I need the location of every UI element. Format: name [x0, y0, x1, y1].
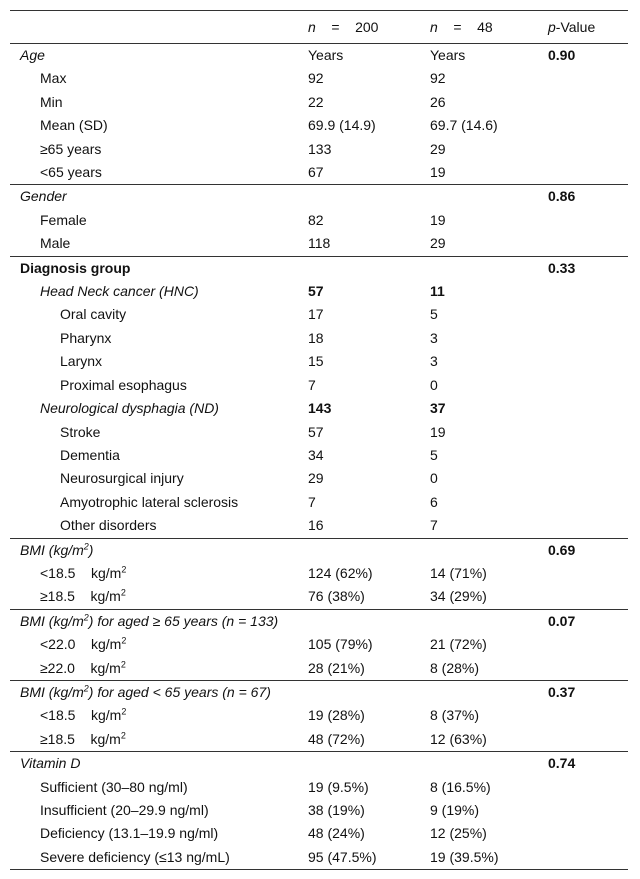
row-label: Max: [40, 70, 67, 87]
cell-value: 5: [430, 306, 438, 323]
header-empty: [10, 11, 308, 44]
table-row: [10, 562, 628, 585]
table-row: [10, 161, 628, 185]
cell-value: 19: [430, 211, 446, 228]
table-row: [10, 114, 628, 137]
cell-value: 16: [308, 517, 324, 534]
header-row: [10, 11, 628, 44]
row-label: <18.5 $kg/m^2$: [40, 706, 127, 724]
section-bmi: [10, 538, 628, 562]
cell-value: 22: [308, 93, 324, 110]
cell-value: 69.9 (14.9): [308, 117, 376, 134]
table-row: [10, 374, 628, 397]
p-value: 0.33: [548, 256, 628, 280]
table-row: [10, 421, 628, 444]
section-bmi-aged-65-plus: [10, 609, 628, 633]
cell-value: 7: [308, 493, 316, 510]
cell-value: 17: [308, 306, 324, 323]
section-bmi-aged-under-65: [10, 680, 628, 704]
row-label: Neurological dysphagia (ND): [40, 400, 219, 417]
cell-value: 0: [430, 470, 438, 487]
p-value: 0.37: [548, 680, 628, 704]
row-label: Head Neck cancer (HNC): [40, 283, 199, 300]
table-row: [10, 303, 628, 326]
table-row: [10, 444, 628, 467]
row-label: Oral cavity: [60, 306, 127, 323]
row-label: <65 years: [40, 164, 102, 181]
p-value: 0.69: [548, 538, 628, 562]
subgroup-hnc: [10, 280, 628, 303]
section-title: BMI $(kg/m^2)$ for aged ≥ 65 years (n = 133): [10, 609, 308, 633]
cell-value: 105 (79%): [308, 636, 373, 653]
cell-value: 6: [430, 493, 438, 510]
cell-value: 38 (19%): [308, 802, 365, 818]
row-label: Larynx: [60, 353, 103, 370]
row-label: Min: [40, 93, 63, 110]
cell-value: 29: [430, 140, 446, 157]
cell-value: 76 (38%): [308, 588, 365, 605]
cell-value: 118: [308, 235, 331, 252]
cell-value: 92: [430, 70, 446, 87]
row-label: Amyotrophic lateral sclerosis: [60, 493, 239, 510]
table-row: [10, 633, 628, 656]
table-row: [10, 728, 628, 752]
cell-value: Years: [308, 47, 344, 63]
cell-value: 143: [308, 400, 332, 417]
table-row: [10, 91, 628, 114]
section-title: Diagnosis group: [10, 256, 308, 280]
cell-value: 82: [308, 211, 324, 228]
section-vitamin-d: [10, 752, 628, 776]
row-label: Stroke: [60, 423, 101, 440]
table-row: [10, 467, 628, 490]
section-title: Age: [20, 47, 45, 63]
cell-value: 19 (9.5%): [308, 778, 369, 795]
cell-value: 69.7 (14.6): [430, 117, 498, 134]
cell-value: 9 (19%): [430, 802, 480, 818]
p-value: 0.86: [548, 185, 628, 209]
table-row: [10, 585, 628, 609]
cell-value: 19: [430, 423, 446, 440]
table-row: [10, 846, 628, 870]
row-label: <22.0 $kg/m^2$: [40, 635, 127, 653]
cell-value: 11: [430, 283, 445, 300]
cell-value: 37: [430, 400, 446, 417]
cell-value: 14 (71%): [430, 564, 487, 581]
cell-value: 92: [308, 70, 324, 87]
row-label: Other disorders: [60, 517, 157, 534]
cell-value: 19 (39.5%): [430, 846, 548, 870]
table-row: [10, 776, 628, 799]
cell-value: 0: [430, 376, 438, 393]
row-label: ≥22.0 $kg/m^2$: [40, 658, 126, 676]
header-p-value: p-Value: [548, 19, 596, 35]
cell-value: 8 (37%): [430, 707, 480, 724]
cell-value: 34: [308, 446, 324, 463]
table-row: [10, 350, 628, 373]
table-row: [10, 232, 628, 256]
cell-value: 21 (72%): [430, 636, 487, 653]
row-label: Dementia: [60, 446, 120, 463]
cell-value: 26: [430, 93, 446, 110]
cell-value: 29: [430, 235, 446, 252]
cell-value: 95 (47.5%): [308, 846, 430, 870]
p-value: 0.90: [548, 47, 576, 63]
cell-value: 5: [430, 446, 438, 463]
header-n-group1: n = 200: [308, 19, 379, 35]
p-value: 0.07: [548, 609, 628, 633]
table-row: [10, 67, 628, 90]
patient-characteristics-table: [10, 10, 628, 870]
cell-value: 48 (72%): [308, 730, 365, 747]
row-label: Proximal esophagus: [60, 376, 187, 393]
subgroup-nd: [10, 397, 628, 420]
cell-value: 12 (25%): [430, 825, 487, 842]
section-gender: [10, 185, 628, 209]
cell-value: 57: [308, 423, 324, 440]
row-label: Insufficient (20–29.9 ng/ml): [40, 802, 209, 818]
cell-value: 15: [308, 353, 324, 370]
cell-value: 7: [308, 376, 316, 393]
table-row: [10, 799, 628, 822]
row-label: Severe deficiency (≤13 ng/mL): [10, 846, 308, 870]
cell-value: 48 (24%): [308, 825, 365, 842]
table-row: [10, 657, 628, 681]
cell-value: 8 (16.5%): [430, 778, 491, 795]
table-row: [10, 514, 628, 538]
cell-value: 3: [430, 353, 438, 370]
table-row: [10, 327, 628, 350]
p-value: 0.74: [548, 752, 628, 776]
row-label: Sufficient (30–80 ng/ml): [40, 778, 188, 795]
table-row: [10, 209, 628, 232]
table-row: [10, 491, 628, 514]
row-label: ≥18.5 $kg/m^2$: [40, 587, 126, 605]
cell-value: 67: [308, 164, 324, 181]
section-age: [10, 44, 628, 68]
section-diagnosis: [10, 256, 628, 280]
cell-value: 57: [308, 283, 324, 300]
row-label: Female: [40, 211, 87, 228]
cell-value: 8 (28%): [430, 659, 480, 676]
cell-value: 19: [430, 164, 446, 181]
row-label: ≥18.5 $kg/m^2$: [40, 730, 126, 747]
cell-value: 124 (62%): [308, 564, 373, 581]
table-row: [10, 138, 628, 161]
cell-value: 19 (28%): [308, 707, 365, 724]
cell-value: 133: [308, 140, 332, 157]
cell-value: 7: [430, 517, 438, 534]
table-row: [10, 822, 628, 845]
table-row: [10, 704, 628, 727]
row-label: Male: [40, 235, 71, 252]
cell-value: 12 (63%): [430, 730, 487, 747]
cell-value: 3: [430, 329, 438, 346]
cell-value: Years: [430, 47, 466, 63]
header-n-group2: n = 48: [430, 19, 493, 35]
section-title: Vitamin D: [10, 752, 308, 776]
cell-value: 18: [308, 329, 324, 346]
row-label: Pharynx: [60, 329, 112, 346]
row-label: Mean (SD): [40, 117, 108, 134]
section-title: Gender: [10, 185, 308, 209]
row-label: <18.5 $kg/m^2$: [40, 564, 127, 581]
cell-value: 34 (29%): [430, 588, 487, 605]
section-title: BMI $(kg/m^2)$: [10, 538, 308, 562]
cell-value: 28 (21%): [308, 659, 365, 676]
cell-value: 29: [308, 470, 324, 487]
row-label: Deficiency (13.1–19.9 ng/ml): [40, 825, 219, 842]
row-label: Neurosurgical injury: [60, 470, 184, 487]
row-label: ≥65 years: [40, 140, 102, 157]
section-title: BMI $(kg/m^2)$ for aged < 65 years (n = 67): [10, 680, 308, 704]
